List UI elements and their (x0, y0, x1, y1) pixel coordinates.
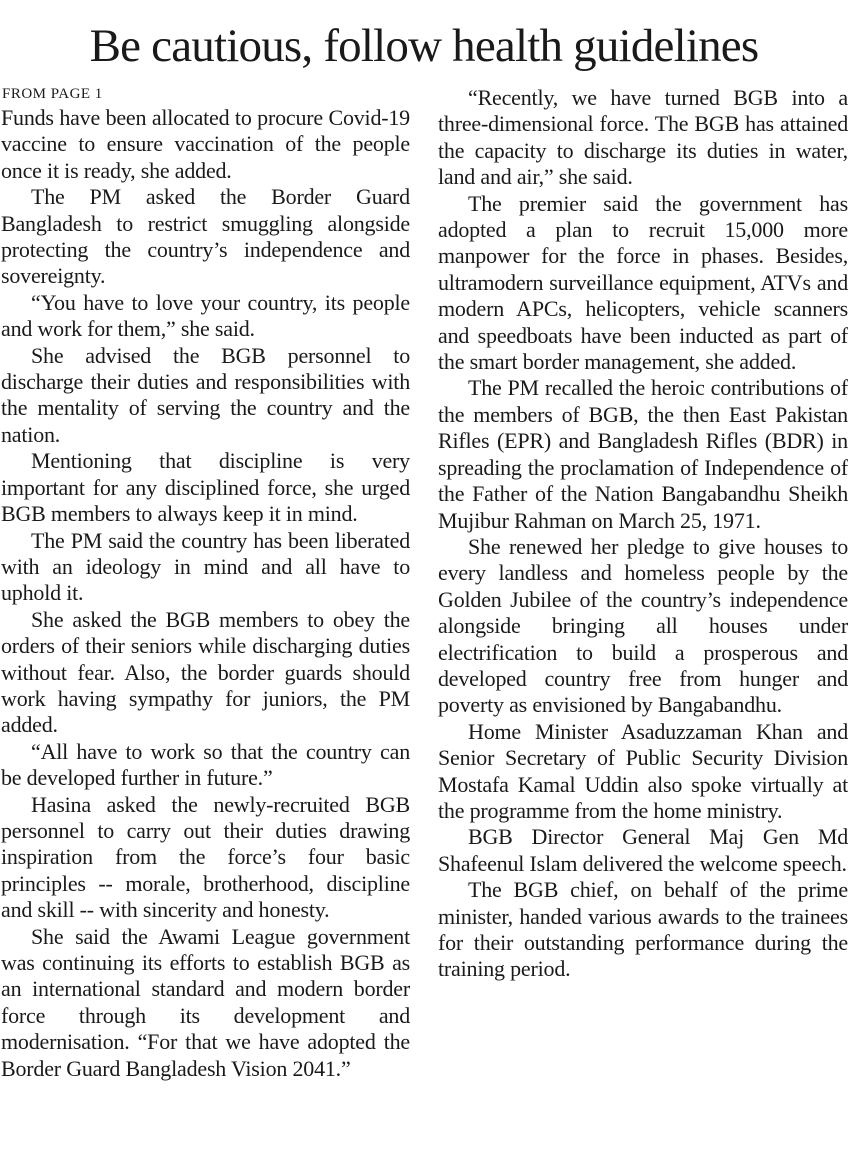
paragraph: The PM said the country has been liberated with an ideology in mind and all have to uphold it. (1, 527, 410, 606)
paragraph: She renewed her pledge to give houses to every landless and homeless people by the Golden Jubilee of the country’s independence alongside bringing all houses under electrification to build a prosperous and developed country free from hunger and poverty as envisioned by Bangabandhu. (438, 533, 848, 718)
paragraph: The premier said the government has adopted a plan to recruit 15,000 more manpower for the force in phases. Besides, ultramodern surveillance equipment, ATVs and modern APCs, helicopters, vehicle scanners and speedboats have been inducted as part of the smart border management, she added. (438, 190, 848, 375)
paragraph: She advised the BGB personnel to discharge their duties and responsibilities with the mentality of serving the country and the nation. (1, 342, 410, 447)
paragraph: BGB Director General Maj Gen Md Shafeenul Islam delivered the welcome speech. (438, 824, 848, 876)
paragraph: She said the Awami League government was continuing its efforts to establish BGB as an international standard and modern border force through its development and modernisation. “For that we have adopted the Border Guard Bangladesh Vision 2041.” (1, 923, 410, 1081)
paragraph: Mentioning that discipline is very important for any disciplined force, she urged BGB members to always keep it in mind. (1, 448, 410, 527)
headline: Be cautious, follow health guidelines (89, 20, 759, 72)
paragraph: She asked the BGB members to obey the orders of their seniors while discharging duties without fear. Also, the border guards should work having sympathy for juniors, the PM added. (1, 606, 410, 738)
paragraph: “All have to work so that the country can be developed further in future.” (1, 738, 410, 791)
paragraph: “Recently, we have turned BGB into a three-dimensional force. The BGB has attained the capacity to discharge its duties in water, land and air,” she said. (438, 85, 848, 190)
paragraph: Hasina asked the newly-recruited BGB personnel to carry out their duties drawing inspiration from the force’s four basic principles -- morale, brotherhood, discipline and skill -- with sincerity and honesty. (1, 791, 410, 923)
article-column-left (1, 105, 410, 1082)
continued-from-label: FROM PAGE 1 (2, 86, 103, 102)
paragraph: Funds have been allocated to procure Covid-19 vaccine to ensure vaccination of the people once it is ready, she added. (1, 105, 410, 183)
article-column-right (438, 85, 848, 983)
paragraph: Home Minister Asaduzzaman Khan and Senior Secretary of Public Security Division Mostafa Kamal Uddin also spoke virtually at the programme from the home ministry. (438, 718, 848, 823)
paragraph: The PM recalled the heroic contributions of the members of BGB, the then East Pakistan Rifles (EPR) and Bangladesh Rifles (BDR) in spreading the proclamation of Independence of the Father of the Nation Bangabandhu Sheikh Mujibur Rahman on March 25, 1971. (438, 375, 848, 533)
paragraph: The PM asked the Border Guard Bangladesh to restrict smuggling alongside protecting the country’s independence and sovereignty. (1, 184, 410, 289)
paragraph: “You have to love your country, its people and work for them,” she said. (1, 289, 410, 342)
paragraph: The BGB chief, on behalf of the prime minister, handed various awards to the trainees for their outstanding performance during the training period. (438, 877, 848, 982)
